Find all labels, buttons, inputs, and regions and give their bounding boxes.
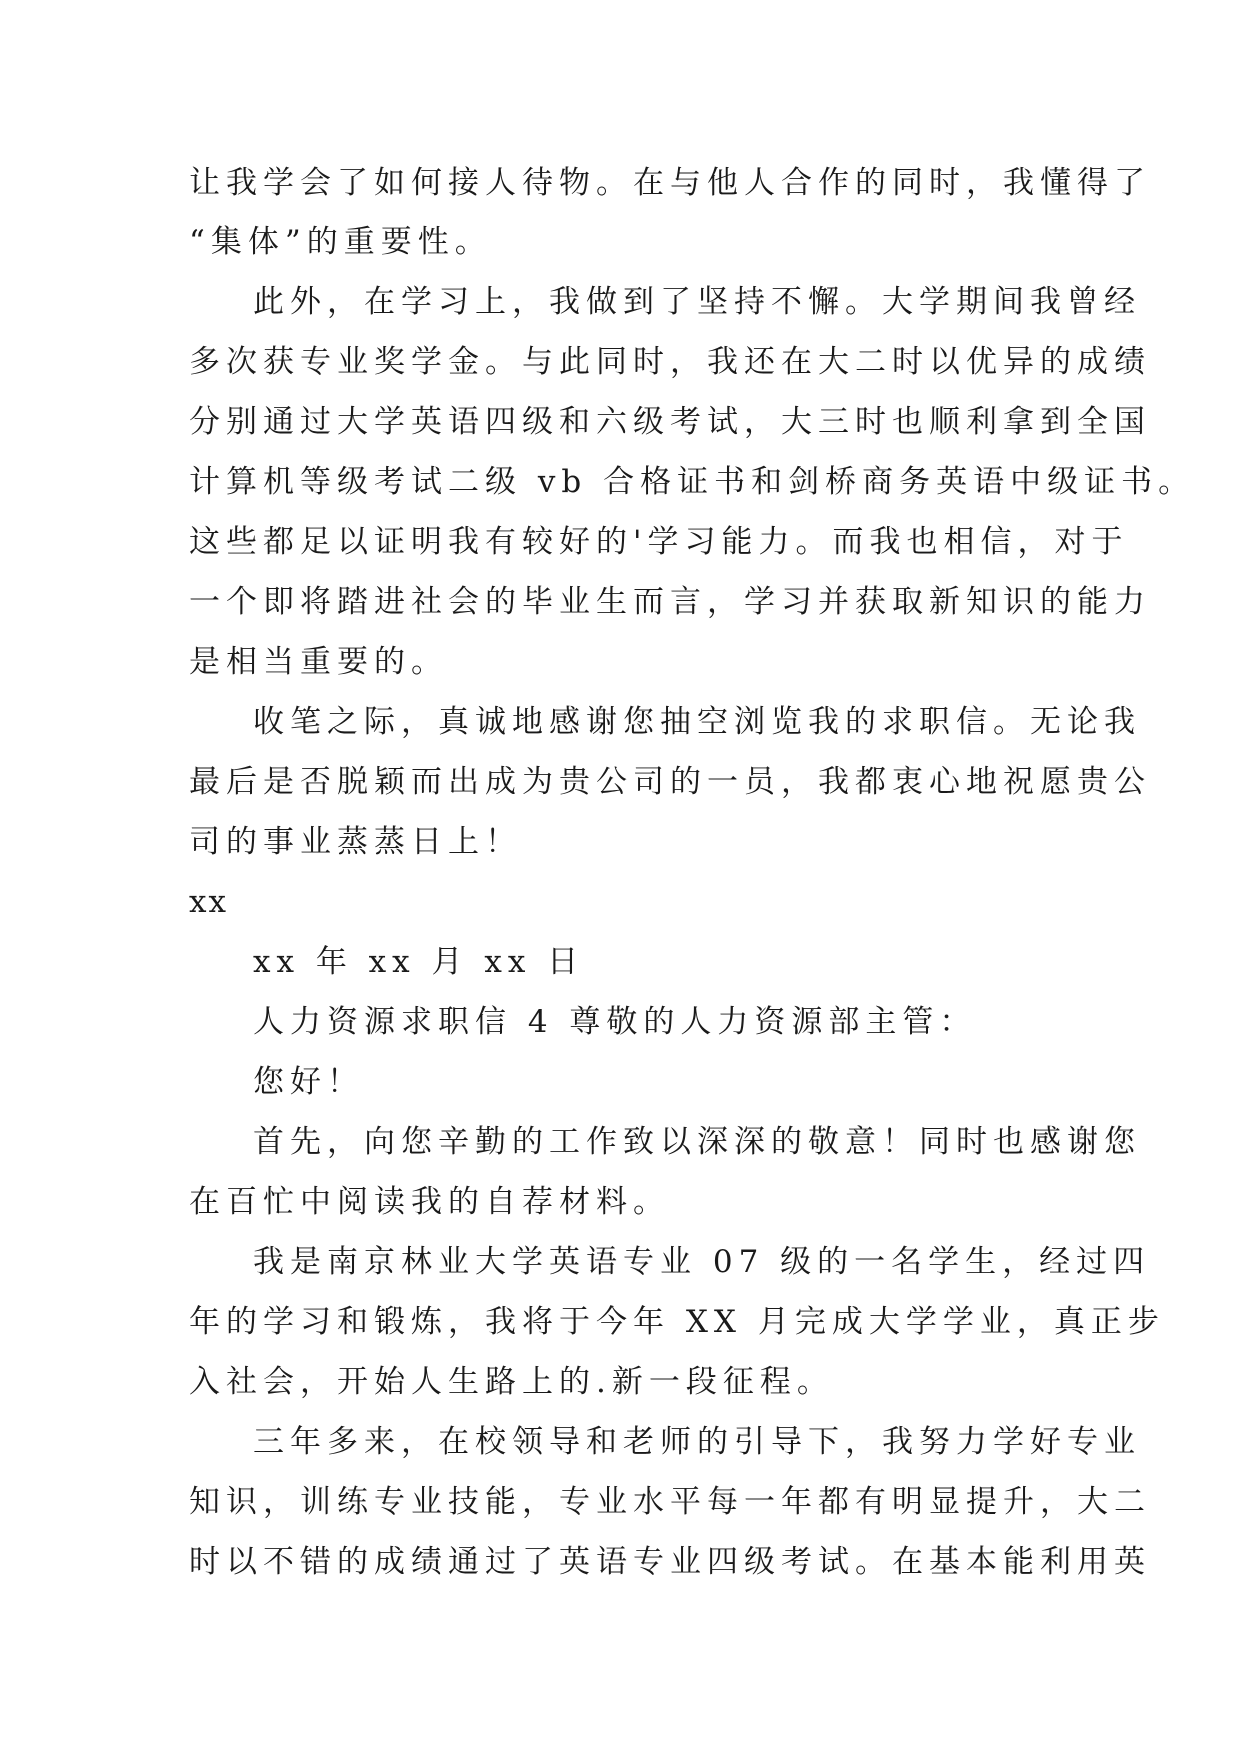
signature-name: xx bbox=[189, 884, 228, 920]
text-line: 收笔之际，真诚地感谢您抽空浏览我的求职信。无论我 bbox=[253, 704, 1141, 740]
text-line: 是相当重要的。 bbox=[189, 644, 448, 680]
text-line: 三年多来，在校领导和老师的引导下，我努力学好专业 bbox=[253, 1424, 1141, 1460]
signature-date: xx 年 xx 月 xx 日 bbox=[253, 944, 585, 980]
text-line: 此外，在学习上，我做到了坚持不懈。大学期间我曾经 bbox=[253, 284, 1141, 320]
text-line: 时以不错的成绩通过了英语专业四级考试。在基本能利用英 bbox=[189, 1544, 1151, 1580]
text-line: 年的学习和锻炼，我将于今年 XX 月完成大学学业，真正步 bbox=[189, 1304, 1165, 1340]
text-line: 最后是否脱颖而出成为贵公司的一员，我都衷心地祝愿贵公 bbox=[189, 764, 1151, 800]
text-line: 一个即将踏进社会的毕业生而言，学习并获取新知识的能力 bbox=[189, 584, 1151, 620]
text-line: 入社会，开始人生路上的.新一段征程。 bbox=[189, 1364, 834, 1400]
text-line: 让我学会了如何接人待物。在与他人合作的同时，我懂得了 bbox=[189, 165, 1151, 201]
text-line: 首先，向您辛勤的工作致以深深的敬意！同时也感谢您 bbox=[253, 1124, 1141, 1160]
text-line: “集体”的重要性。 bbox=[189, 224, 492, 260]
text-line: 在百忙中阅读我的自荐材料。 bbox=[189, 1184, 670, 1220]
text-line: 这些都足以证明我有较好的'学习能力。而我也相信，对于 bbox=[189, 524, 1129, 560]
text-line: 分别通过大学英语四级和六级考试，大三时也顺利拿到全国 bbox=[189, 404, 1151, 440]
text-line: 知识，训练专业技能，专业水平每一年都有明显提升，大二 bbox=[189, 1484, 1151, 1520]
text-line: 司的事业蒸蒸日上！ bbox=[189, 824, 522, 860]
text-line: 多次获专业奖学金。与此同时，我还在大二时以优异的成绩 bbox=[189, 344, 1151, 380]
letter-heading: 人力资源求职信 4 尊敬的人力资源部主管： bbox=[253, 1004, 977, 1040]
greeting: 您好！ bbox=[253, 1064, 364, 1100]
text-line: 计算机等级考试二级 vb 合格证书和剑桥商务英语中级证书。 bbox=[189, 464, 1196, 500]
text-line: 我是南京林业大学英语专业 07 级的一名学生，经过四 bbox=[253, 1244, 1151, 1280]
